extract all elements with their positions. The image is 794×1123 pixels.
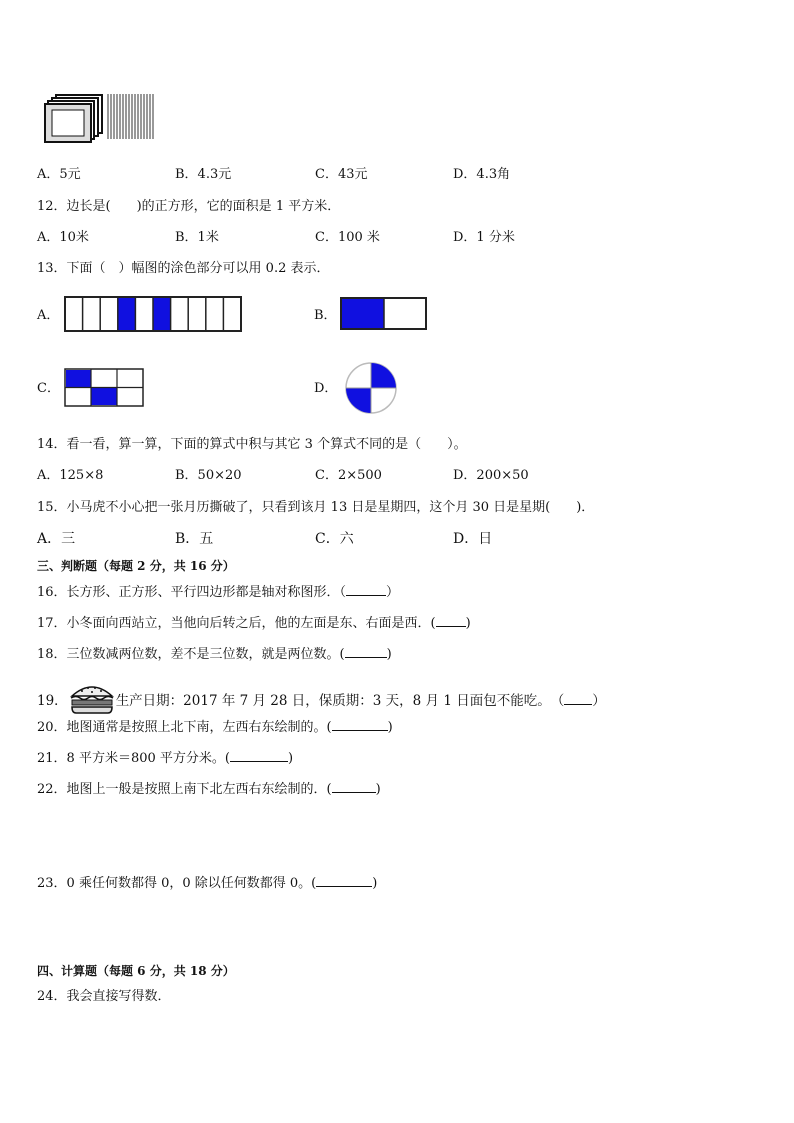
judgment-17-close: ) [465, 616, 471, 631]
judgment-17 [37, 614, 471, 633]
q13-figure-d [344, 360, 398, 416]
q15-option-a: A．三 [37, 531, 76, 547]
q13-label-a: A． [37, 308, 60, 323]
judgment-23-close: ) [372, 876, 378, 891]
judgment-23-blank[interactable] [316, 874, 372, 887]
judgment-22-close: ) [375, 782, 381, 797]
q13-figure-b [340, 297, 428, 331]
q13-label-d: D． [314, 381, 338, 396]
judgment-21 [37, 749, 293, 768]
judgment-19 [37, 681, 606, 715]
q13-label-c: C． [37, 381, 60, 396]
judgment-18-text: 18．三位数减两位数，差不是三位数，就是两位数。( [37, 647, 345, 662]
q14-option-c: C．2×500 [315, 468, 382, 483]
judgment-19-text: 19． [37, 693, 68, 709]
q13-figure-a [64, 296, 244, 334]
q13-figure-c [64, 368, 146, 408]
judgment-16-blank[interactable] [346, 583, 386, 596]
judgment-16-close: ） [386, 585, 400, 600]
q14-option-b: B．50×20 [175, 468, 242, 483]
judgment-22-text: 22．地图上一般是按照上南下北左西右东绘制的．( [37, 782, 332, 797]
q11-option-b: B．4.3元 [175, 167, 232, 182]
q24-stem: 24．我会直接写得数． [37, 989, 171, 1004]
q15-option-b: B．五 [175, 531, 214, 547]
judgment-18-close: ) [386, 647, 392, 662]
judgment-18 [37, 645, 392, 664]
q14-option-a: A．125×8 [37, 468, 104, 483]
judgment-20-close: ) [387, 720, 393, 735]
section-3-heading: 三、判断题（每题 2 分，共 16 分） [37, 559, 235, 573]
banknote-stack-icon [45, 95, 102, 142]
hamburger-icon [68, 681, 116, 715]
judgment-20-blank[interactable] [332, 718, 388, 731]
q11-option-c: C．43元 [315, 167, 368, 182]
q13-stem: 13．下面（ ）幅图的涂色部分可以用 0.2 表示． [37, 261, 330, 276]
judgment-22-blank[interactable] [332, 780, 376, 793]
judgment-19-close: ） [592, 693, 606, 709]
judgment-19-content: 生产日期：2017 年 7 月 28 日，保质期：3 天，8 月 1 日面包不能吃。 （ [115, 693, 565, 709]
q14-option-d: D．200×50 [453, 468, 529, 483]
judgment-22 [37, 780, 381, 799]
judgment-21-text: 21．8 平方米＝800 平方分米。( [37, 751, 230, 766]
judgment-18-blank[interactable] [345, 645, 387, 658]
coin-stack-icon [108, 94, 153, 139]
judgment-20-text: 20．地图通常是按照上北下南，左西右东绘制的。( [37, 720, 332, 735]
judgment-16 [37, 583, 399, 602]
judgment-21-blank[interactable] [230, 749, 288, 762]
judgment-17-text: 17．小冬面向西站立，当他向后转之后，他的左面是东、右面是西．( [37, 616, 436, 631]
q12-option-d: D．1 分米 [453, 230, 515, 245]
judgment-21-close: ) [287, 751, 294, 766]
judgment-20 [37, 718, 393, 737]
q11-option-d: D．4.3角 [453, 167, 511, 182]
judgment-19-blank[interactable] [564, 692, 592, 705]
q13-label-b: B． [314, 308, 337, 323]
q15-option-c: C．六 [315, 531, 354, 547]
q15-option-d: D．日 [453, 531, 493, 547]
judgment-23-text: 23．0 乘任何数都得 0，0 除以任何数都得 0。( [37, 876, 317, 891]
judgment-23 [37, 874, 377, 893]
judgment-16-text: 16．长方形、正方形、平行四边形都是轴对称图形．（ [37, 585, 347, 600]
q15-stem: 15．小马虎不小心把一张月历撕破了，只看到该月 13 日是星期四，这个月 30 日是星期( )． [37, 500, 595, 515]
q12-option-a: A．10米 [37, 230, 89, 245]
judgment-17-blank[interactable] [436, 614, 466, 627]
q14-stem: 14．看一看，算一算，下面的算式中积与其它 3 个算式不同的是（ ）。 [37, 437, 467, 452]
q12-stem: 12．边长是( )的正方形，它的面积是 1 平方米． [37, 199, 341, 214]
q11-option-a: A．5元 [37, 167, 81, 182]
money-illustration [44, 93, 159, 145]
q12-option-c: C．100 米 [315, 230, 380, 245]
section-4-heading: 四、计算题（每题 6 分，共 18 分） [37, 964, 235, 978]
q12-option-b: B．1米 [175, 230, 219, 245]
